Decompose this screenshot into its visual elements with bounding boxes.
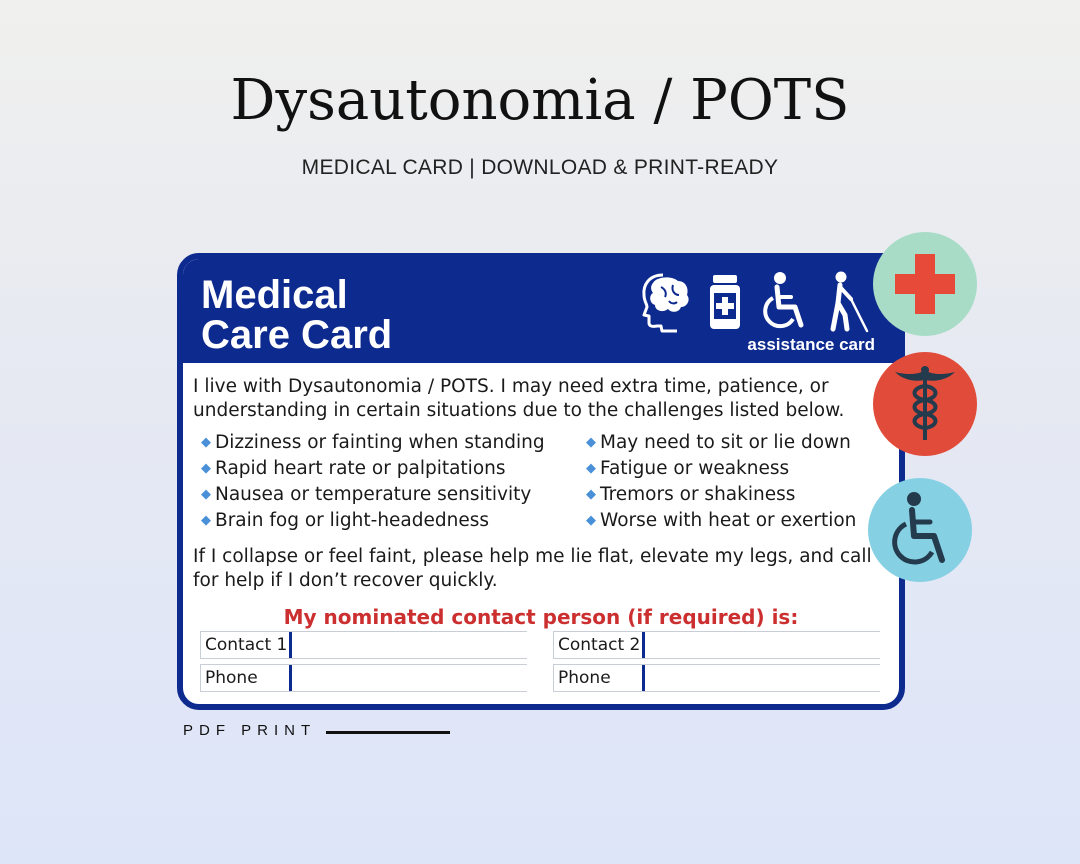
pdf-print-label: PDF PRINT: [183, 722, 317, 739]
symptom-item: ◆ Dizziness or fainting when standing: [201, 432, 545, 453]
card-title-line1: Medical: [201, 273, 348, 317]
phone-1-field[interactable]: [200, 664, 527, 692]
field-divider: [642, 632, 645, 658]
card-title: [201, 275, 392, 355]
diamond-bullet-icon: ◆: [586, 487, 596, 502]
card-body: [193, 375, 883, 593]
diamond-bullet-icon: ◆: [586, 513, 596, 528]
brain-icon: [641, 271, 695, 333]
card-title-line2: Care Card: [201, 313, 393, 357]
contact-heading: My nominated contact person (if required) is:: [283, 605, 799, 629]
red-cross-badge: [873, 232, 977, 336]
field-divider: [642, 665, 645, 691]
diamond-bullet-icon: ◆: [586, 461, 596, 476]
symptom-item: ◆ Fatigue or weakness: [586, 458, 790, 479]
blind-cane-icon: [827, 271, 873, 333]
field-divider: [289, 665, 292, 691]
diamond-bullet-icon: ◆: [201, 461, 211, 476]
diamond-bullet-icon: ◆: [201, 487, 211, 502]
wheelchair-badge: [868, 478, 972, 582]
phone-2-field[interactable]: [553, 664, 880, 692]
page-subtitle: MEDICAL CARD | DOWNLOAD & PRINT-READY: [301, 156, 779, 179]
intro-text: I live with Dysautonomia / POTS. I may need extra time, patience, or understanding in certain situations due to the challenges listed below.: [193, 376, 845, 421]
emergency-line-2: for help if I don’t recover quickly.: [193, 570, 498, 591]
medicine-bottle-icon: [707, 273, 743, 331]
symptom-item: ◆ Nausea or temperature sensitivity: [201, 484, 532, 505]
symptom-item: ◆ Worse with heat or exertion: [586, 510, 857, 531]
footer-divider: [326, 731, 450, 734]
diamond-bullet-icon: ◆: [201, 435, 211, 450]
emergency-line-1: If I collapse or feel faint, please help me lie flat, elevate my legs, and call: [193, 546, 872, 567]
medical-card: [177, 253, 905, 710]
symptom-item: ◆ Rapid heart rate or palpitations: [201, 458, 506, 479]
contact-1-field[interactable]: [200, 631, 527, 659]
symptom-item: ◆ May need to sit or lie down: [586, 432, 851, 453]
wheelchair-icon: [763, 271, 813, 331]
symptom-item: ◆ Tremors or shakiness: [586, 484, 796, 505]
caduceus-badge: [873, 352, 977, 456]
diamond-bullet-icon: ◆: [201, 513, 211, 528]
contact-2-field[interactable]: [553, 631, 880, 659]
wheelchair-icon: [884, 490, 956, 570]
contact-2-label: Contact 2: [558, 635, 641, 655]
red-cross-icon: [893, 252, 957, 316]
symptom-item: ◆ Brain fog or light-headedness: [201, 510, 490, 531]
phone-2-label: Phone: [558, 668, 611, 688]
caduceus-icon: [893, 364, 957, 444]
diamond-bullet-icon: ◆: [586, 435, 596, 450]
card-header: [183, 259, 899, 363]
assistance-card-label: assistance card: [747, 335, 875, 354]
emergency-instructions: [193, 545, 883, 593]
phone-1-label: Phone: [205, 668, 258, 688]
page-title: Dysautonomia / POTS: [230, 68, 850, 133]
symptom-list: [201, 431, 883, 535]
contact-1-label: Contact 1: [205, 635, 288, 655]
field-divider: [289, 632, 292, 658]
